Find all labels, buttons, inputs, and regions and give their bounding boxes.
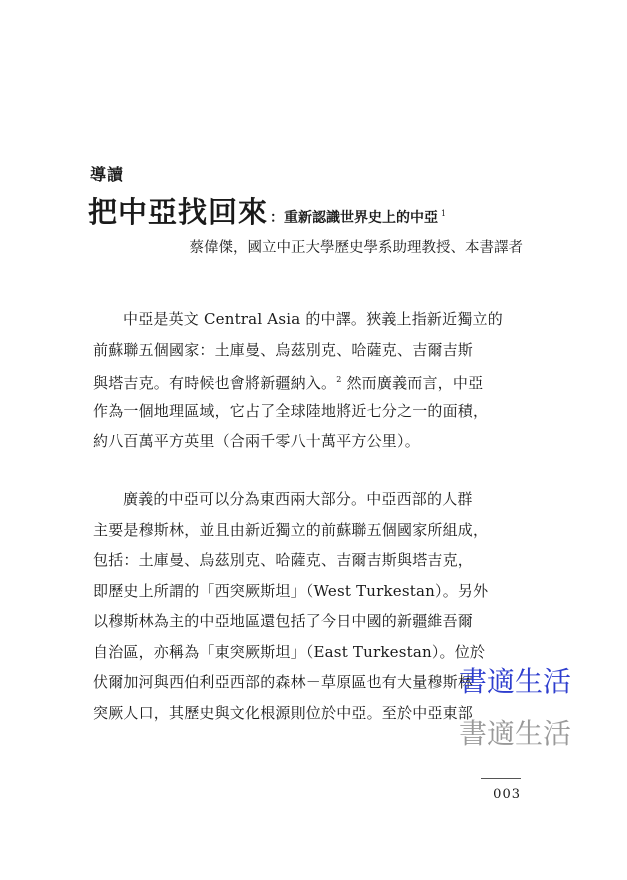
paragraph-line-head: 與塔吉克。有時候也會將新疆納入。 bbox=[93, 374, 337, 392]
title-footnote-marker: 1 bbox=[441, 208, 447, 218]
title-subtitle: ：重新認識世界史上的中亞 bbox=[270, 210, 439, 226]
paragraph-line: 以穆斯林為主的中亞地區還包括了今日中國的新疆維吾爾 bbox=[93, 612, 474, 630]
chapter-title bbox=[88, 190, 446, 231]
paragraph-line-tail: 然而廣義而言，中亞 bbox=[341, 374, 484, 392]
watermark-blue: 書適生活 bbox=[459, 665, 572, 698]
paragraph-line: 包括：土庫曼、烏茲別克、哈薩克、吉爾吉斯與塔吉克， bbox=[93, 551, 474, 569]
paragraph-line: 前蘇聯五個國家：土庫曼、烏茲別克、哈薩克、吉爾吉斯 bbox=[93, 340, 474, 359]
paragraph-line: 突厥人口，其歷史與文化根源則位於中亞。至於中亞東部 bbox=[93, 703, 474, 722]
paragraph-line: 中亞是英文 Central Asia 的中譯。狹義上指新近獨立的 bbox=[123, 310, 503, 328]
paragraph-line bbox=[93, 365, 523, 396]
paragraph-line: 廣義的中亞可以分為東西兩大部分。中亞西部的人群 bbox=[123, 490, 473, 508]
watermark-gray: 書適生活 bbox=[459, 717, 572, 750]
author-byline: 蔡偉傑，國立中正大學歷史學系助理教授、本書譯者 bbox=[189, 240, 523, 256]
paragraph-line: 伏爾加河與西伯利亞西部的森林－草原區也有大量穆斯林 bbox=[93, 673, 474, 691]
paragraph-1 bbox=[93, 304, 523, 457]
page-number: 003 bbox=[493, 787, 521, 802]
footnote-marker: 2 bbox=[336, 375, 342, 384]
paragraph-line: 主要是穆斯林，並且由新近獨立的前蘇聯五個國家所組成， bbox=[93, 520, 489, 539]
paragraph-line: 作為一個地理區域，它占了全球陸地將近七分之一的面積， bbox=[93, 401, 489, 420]
paragraph-line: 即歷史上所謂的「西突厥斯坦」（West Turkestan）。另外 bbox=[93, 581, 489, 600]
paragraph-line: 約八百萬平方英里（合兩千零八十萬平方公里）。 bbox=[93, 432, 420, 450]
title-main: 把中亞找回來 bbox=[88, 195, 269, 229]
page-number-rule bbox=[481, 778, 521, 779]
section-kicker: 導讀 bbox=[90, 165, 125, 184]
paragraph-line: 自治區，亦稱為「東突厥斯坦」（East Turkestan）。位於 bbox=[93, 642, 486, 661]
